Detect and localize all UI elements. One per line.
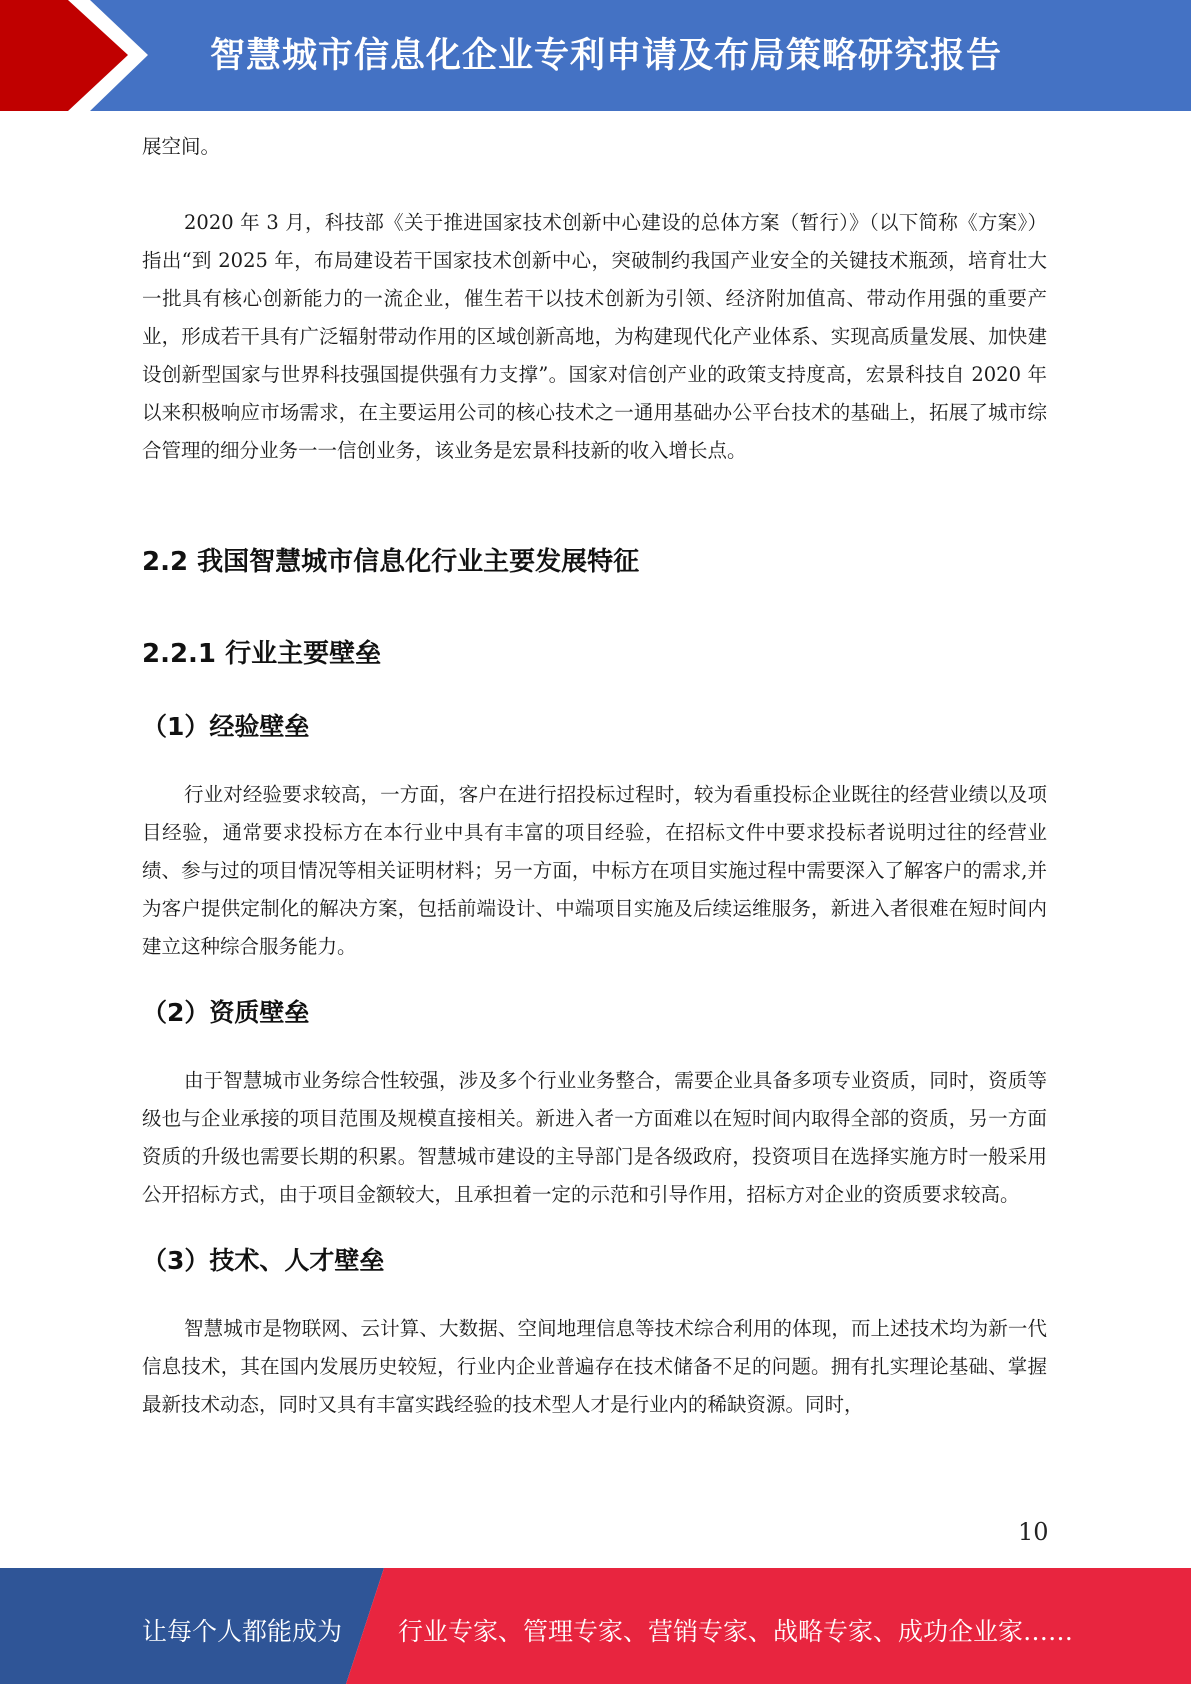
header-red-arrow bbox=[0, 0, 148, 111]
paragraph-qualification-barrier: 由于智慧城市业务综合性较强，涉及多个行业业务整合，需要企业具备多项专业资质，同时，资质等级也与企业承接的项目范围及规模直接相关。新进入者一方面难以在短时间内取得全部的资质，另一方面资质的升级也需要长期的积累。智慧城市建设的主导部门是各级政府，投资项目在选择实施方时一般采用公开招标方式，由于项目金额较大，且承担着一定的示范和引导作用，招标方对企业的资质要求较高。 bbox=[142, 1069, 1047, 1206]
paragraph-tech-talent-barrier: 智慧城市是物联网、云计算、大数据、空间地理信息等技术综合利用的体现，而上述技术均为新一代信息技术，其在国内发展历史较短，行业内企业普遍存在技术储备不足的问题。拥有扎实理论基础、掌握最新技术动态，同时又具有丰富实践经验的技术型人才是行业内的稀缺资源。同时， bbox=[142, 1317, 1047, 1416]
section-heading-2-2: 2.2 我国智慧城市信息化行业主要发展特征 bbox=[142, 547, 640, 577]
document-body bbox=[142, 128, 1047, 1424]
footer-slogan-right: 行业专家、管理专家、营销专家、战略专家、成功企业家…… bbox=[398, 1617, 1074, 1646]
paragraph-policy: 2020 年 3 月，科技部《关于推进国家技术创新中心建设的总体方案（暂行）》（以下简称《方案》）指出“到 2025 年，布局建设若干国家技术创新中心，突破制约我国产业安全的关键技术瓶颈，培育壮大一批具有核心创新能力的一流企业，催生若干以技术创新为引领、经济附加值高、带动作用强的重要产业，形成若干具有广泛辐射带动作用的区域创新高地，为构建现代化产业体系、实现高质量发展、加快建设创新型国家与世界科技强国提供强有力支撑”。国家对信创产业的政策支持度高，宏景科技自 2020 年以来积极响应市场需求，在主要运用公司的核心技术之一通用基础办公平台技术的基础上，拓展了城市综合管理的细分业务一一信创业务，该业务是宏景科技新的收入增长点。 bbox=[142, 211, 1047, 462]
paragraph-continuation: 展空间。 bbox=[142, 135, 221, 158]
section-heading-2-2-1: 2.2.1 行业主要壁垒 bbox=[142, 639, 382, 669]
report-title: 智慧城市信息化企业专利申请及布局策略研究报告 bbox=[210, 36, 1003, 76]
subheading-tech-talent-barrier: （3）技术、人才壁垒 bbox=[142, 1246, 385, 1275]
subheading-qualification-barrier: （2）资质壁垒 bbox=[142, 998, 310, 1027]
paragraph-experience-barrier: 行业对经验要求较高，一方面，客户在进行招投标过程时，较为看重投标企业既往的经营业绩以及项目经验，通常要求投标方在本行业中具有丰富的项目经验，在招标文件中要求投标者说明过往的经营业绩、参与过的项目情况等相关证明材料；另一方面，中标方在项目实施过程中需要深入了解客户的需求,并为客户提供定制化的解决方案，包括前端设计、中端项目实施及后续运维服务，新进入者很难在短时间内建立这种综合服务能力。 bbox=[142, 783, 1047, 958]
footer-slogan-left: 让每个人都能成为 bbox=[142, 1617, 343, 1646]
page-footer bbox=[0, 1568, 1191, 1684]
page-header bbox=[0, 0, 1191, 111]
subheading-experience-barrier: （1）经验壁垒 bbox=[142, 712, 310, 741]
page-number: 10 bbox=[1018, 1518, 1049, 1546]
